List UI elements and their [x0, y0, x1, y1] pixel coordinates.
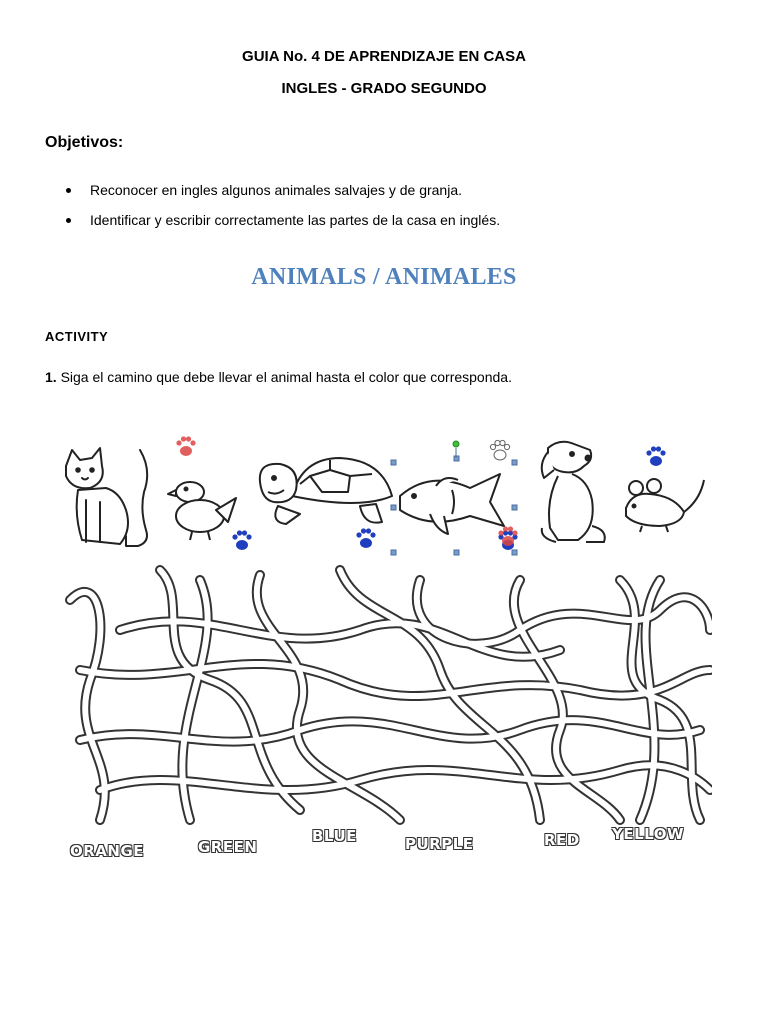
maze-illustration [60, 430, 712, 870]
cat-icon [66, 448, 147, 546]
paw-icon [490, 440, 509, 460]
list-item [66, 210, 500, 240]
mouse-icon [626, 479, 704, 532]
turtle-icon [260, 458, 392, 524]
objective-text: Identificar y escribir correctamente las partes de la casa en inglés. [90, 212, 501, 228]
document-title: GUIA No. 4 DE APRENDIZAJE EN CASA [242, 48, 526, 65]
bullet-icon [66, 218, 71, 223]
color-word-yellow: YELLOW [612, 825, 684, 843]
document-subtitle: INGLES - GRADO SEGUNDO [281, 80, 487, 97]
maze-worksheet [60, 430, 712, 870]
section-title: ANIMALS / ANIMALES [251, 264, 517, 290]
color-word-orange: ORANGE [70, 842, 145, 860]
activity-number: 1. [45, 369, 57, 385]
activity-instruction [45, 369, 512, 385]
objectives-heading: Objetivos: [45, 134, 124, 151]
bird-icon [168, 482, 236, 540]
dog-icon [542, 442, 605, 542]
maze-paths [70, 570, 710, 820]
color-word-green: GREEN [198, 838, 258, 856]
objectives-list [66, 180, 500, 240]
list-item [66, 180, 500, 210]
instruction-text: Siga el camino que debe llevar el animal hasta el color que corresponda. [56, 369, 512, 385]
color-word-purple: PURPLE [405, 835, 474, 853]
color-word-red: RED [544, 831, 580, 849]
activity-label: ACTIVITY [45, 329, 109, 344]
fish-icon [400, 474, 504, 534]
color-word-blue: BLUE [312, 827, 357, 845]
bullet-icon [66, 188, 71, 193]
objective-text: Reconocer en ingles algunos animales salvajes y de granja. [90, 182, 462, 198]
